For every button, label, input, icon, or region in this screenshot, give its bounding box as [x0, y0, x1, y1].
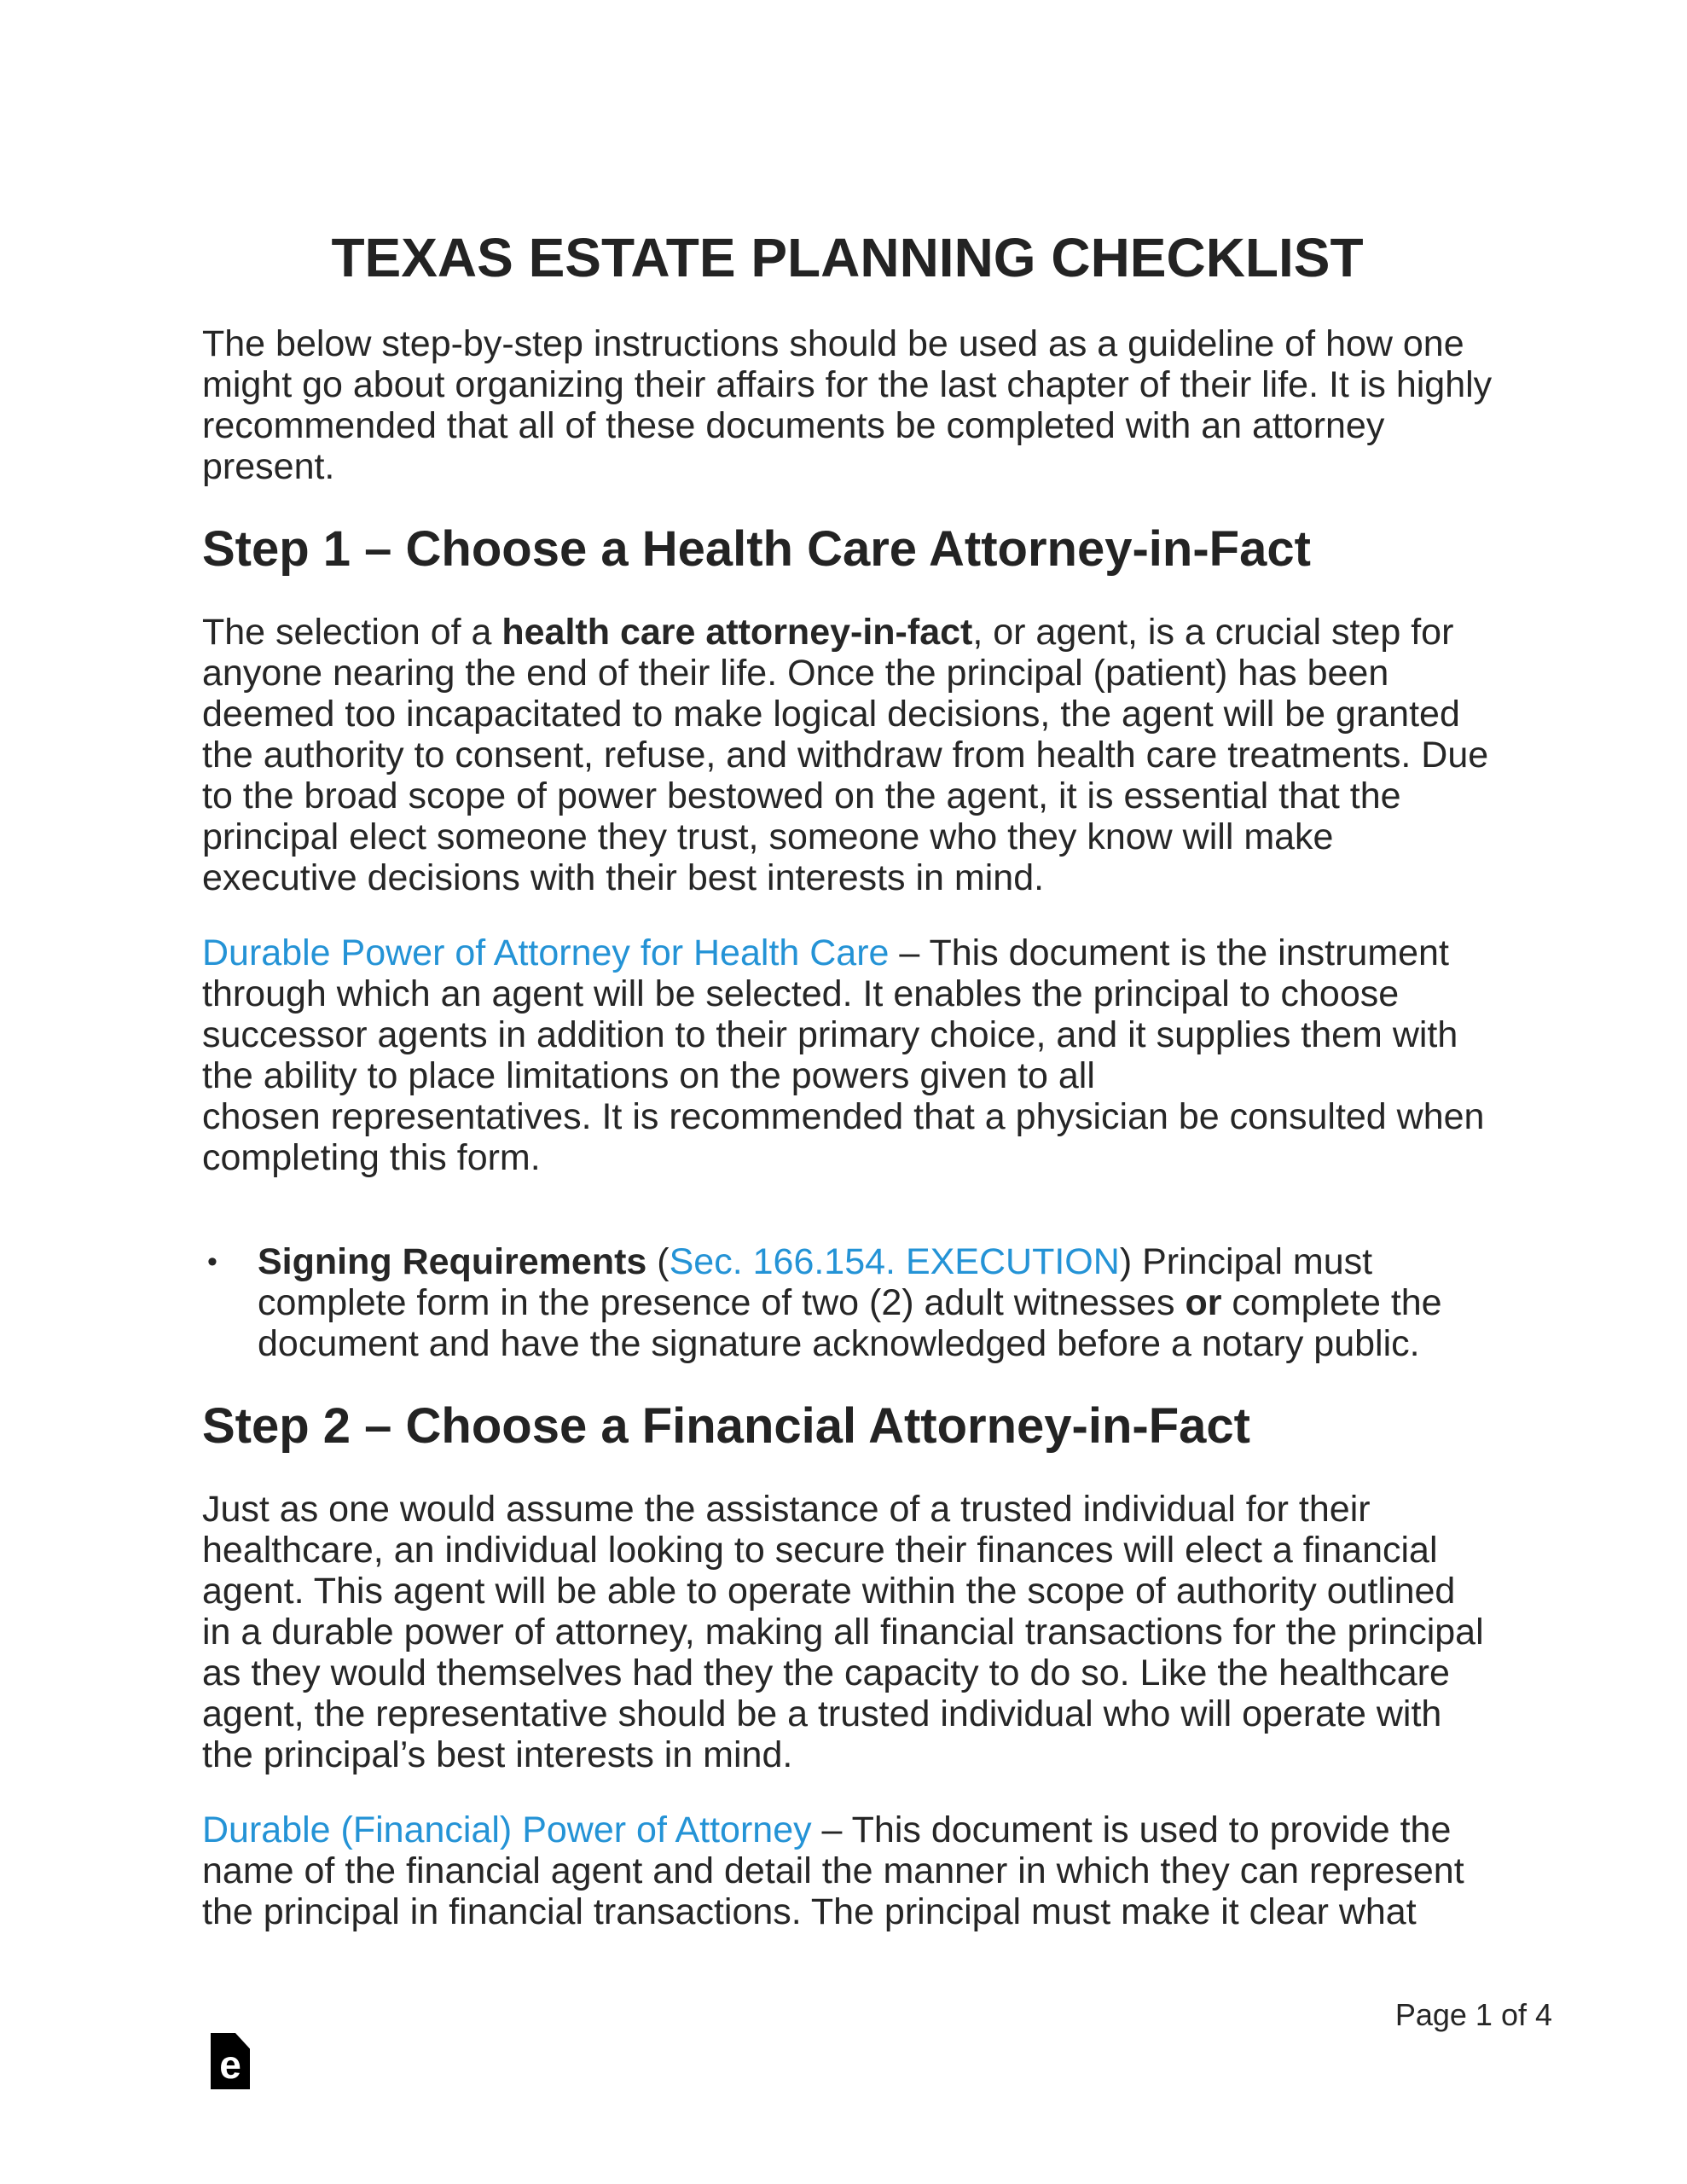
signing-requirements-list-item [202, 1241, 1493, 1364]
page-title: TEXAS ESTATE PLANNING CHECKLIST [331, 227, 1364, 288]
step-1-text-post: , or agent, is a crucial step for anyone nearing the end of their life. Once the principal (patient) has been deemed too incapacitated to make logical decisions, the agent will be granted the authority to consent, refuse, and withdraw from health care treatments. Due to the broad scope of power bestowed on the agent, it is essential that the principal elect someone they trust, someone who they know will make executive decisions with their best interests in mind. [202, 612, 1489, 898]
step-1-text-pre: The selection of a [202, 612, 502, 653]
dpoa-health-care-link[interactable]: Durable Power of Attorney for Health Care [202, 932, 890, 973]
dpoa-financial-text: – This document is used to provide the name of the financial agent and detail the manner in which they can represent the principal in financial transactions. The principal must make it clear what [202, 1809, 1464, 1932]
step-1-bold-term: health care attorney-in-fact [501, 612, 973, 653]
logo-letter: e [219, 2042, 241, 2087]
signing-requirements-text [258, 1241, 1493, 1364]
dpoa-financial-link[interactable]: Durable (Financial) Power of Attorney [202, 1809, 812, 1850]
sec-166-154-execution-link[interactable]: Sec. 166.154. EXECUTION [669, 1241, 1120, 1282]
step-2-heading: Step 2 – Choose a Financial Attorney-in-Fact [202, 1398, 1250, 1454]
step-1-paragraph [202, 612, 1493, 898]
signing-requirements-label: Signing Requirements [258, 1241, 647, 1282]
dpoa-health-paragraph [202, 932, 1493, 1178]
page-number-label: Page 1 of 4 [1394, 1997, 1552, 2032]
signing-mid-text: ) Principal must complete form in the presence of two (2) adult witnesses [258, 1241, 1373, 1323]
eforms-logo [211, 2033, 250, 2089]
document-content [202, 227, 1493, 1966]
dpoa-health-text-line1: – This document is the instrument through which an agent will be selected. It enables the principal to choose successor agents in addition to their primary choice, and it supplies them with the ability to place limitations on the powers given to all [202, 932, 1458, 1096]
signing-open-paren: ( [646, 1241, 670, 1282]
signing-or-bold: or [1185, 1282, 1222, 1323]
signing-tail-text: complete the document and have the signature acknowledged before a notary public. [258, 1282, 1442, 1364]
dpoa-financial-paragraph [202, 1809, 1493, 1932]
step-1-heading: Step 1 – Choose a Health Care Attorney-in-Fact [202, 521, 1311, 577]
intro-paragraph: The below step-by-step instructions should be used as a guideline of how one might go about organizing their affairs for the last chapter of their life. It is highly recommended that all of these documents be completed with an attorney present. [202, 323, 1493, 487]
bullet-icon: • [207, 1246, 217, 1278]
step-2-paragraph: Just as one would assume the assistance of a trusted individual for their healthcare, an individual looking to secure their finances will elect a financial agent. This agent will be able to operate within the scope of authority outlined in a durable power of attorney, making all financial transactions for the principal as they would themselves had they the capacity to do so. Like the healthcare agent, the representative should be a trusted individual who will operate with the principal’s best interests in mind. [202, 1489, 1484, 1775]
dpoa-health-text-line2: chosen representatives. It is recommended that a physician be consulted when completing this form. [202, 1096, 1485, 1178]
